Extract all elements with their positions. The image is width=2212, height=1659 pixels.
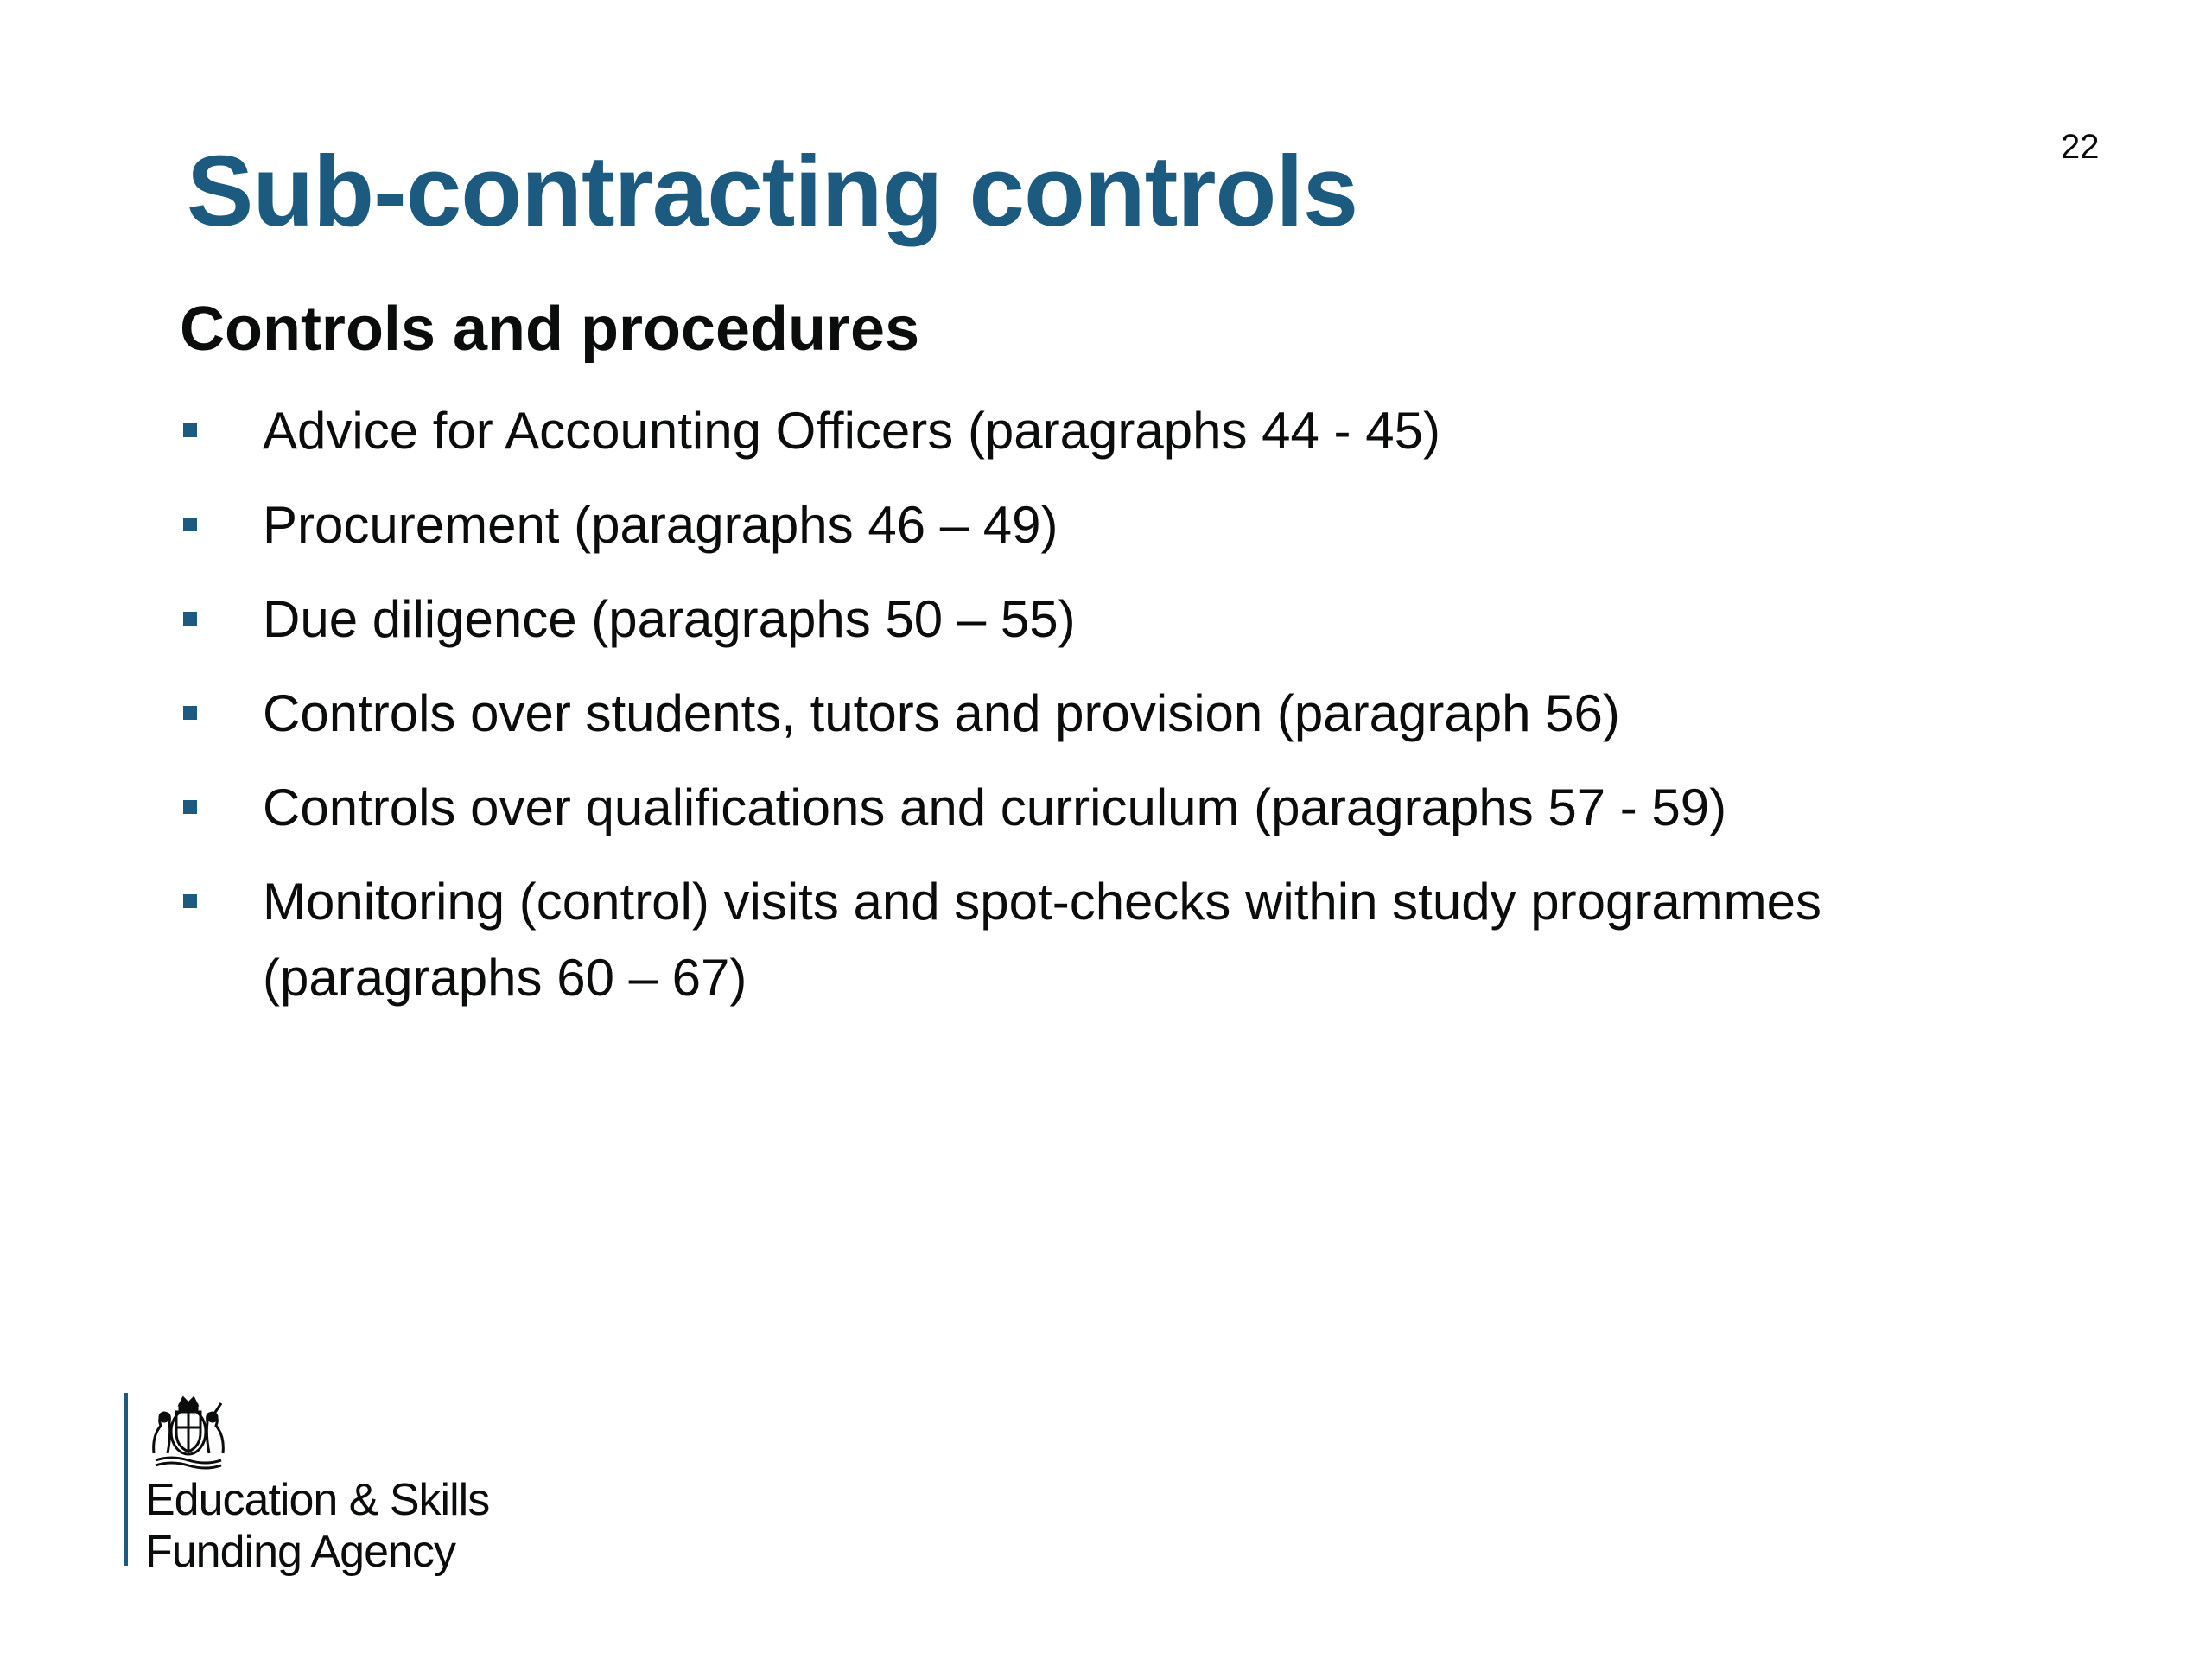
bullet-item (180, 487, 1994, 563)
slide-number: 22 (2061, 128, 2100, 166)
section-heading: Controls and procedures (180, 295, 920, 364)
bullet-item (180, 393, 1994, 469)
bullet-text: Due diligence (paragraphs 50 – 55) (263, 590, 1076, 648)
square-bullet-icon (183, 706, 197, 720)
bullet-item (180, 582, 1994, 658)
bullet-text: Procurement (paragraphs 46 – 49) (263, 496, 1058, 554)
royal-coat-of-arms-icon (145, 1393, 232, 1471)
bullet-text: Advice for Accounting Officers (paragraphs 44 - 45) (263, 402, 1440, 460)
slide-title: Sub-contracting controls (187, 135, 1358, 247)
bullet-list (180, 393, 1994, 1034)
square-bullet-icon (183, 612, 197, 626)
square-bullet-icon (183, 518, 197, 531)
bullet-text: Monitoring (control) visits and spot-checks within study programmes (paragraphs 60 – 67) (263, 873, 1822, 1007)
logo-text-line1: Education & Skills (145, 1475, 490, 1525)
bullet-item (180, 676, 1994, 752)
square-bullet-icon (183, 423, 197, 437)
square-bullet-icon (183, 894, 197, 908)
bullet-text: Controls over students, tutors and provision (paragraph 56) (263, 684, 1620, 742)
bullet-item (180, 864, 1994, 1016)
agency-logo (124, 1393, 490, 1577)
logo-text-line2: Funding Agency (145, 1527, 455, 1577)
square-bullet-icon (183, 800, 197, 814)
bullet-text: Controls over qualifications and curriculum (paragraphs 57 - 59) (263, 779, 1727, 836)
bullet-item (180, 770, 1994, 846)
